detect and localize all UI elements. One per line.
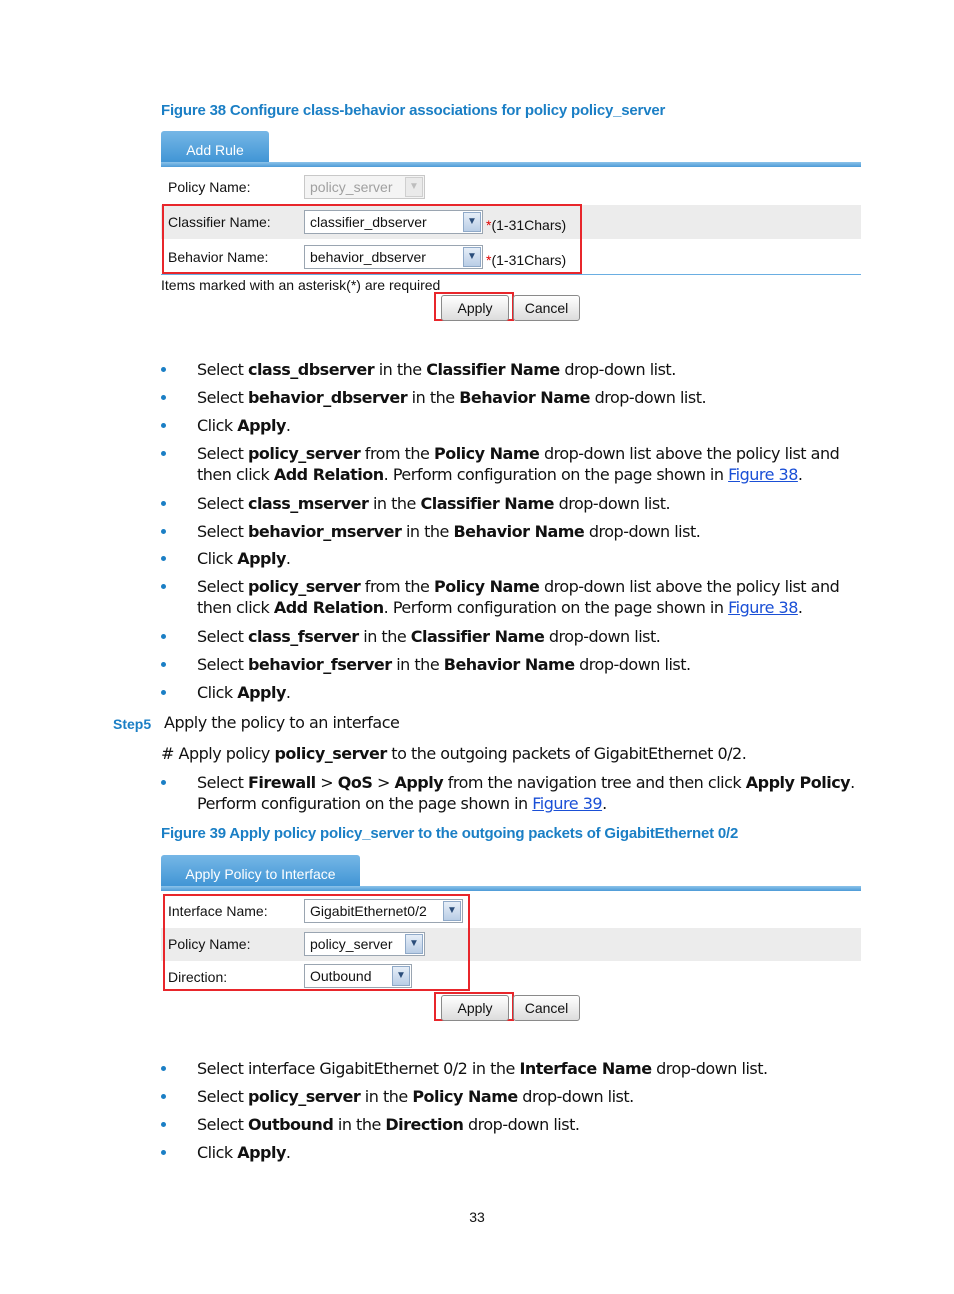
hint-text: (1-31Chars) [491, 252, 567, 268]
step-text: Apply the policy to an interface [164, 713, 400, 732]
bullet-dot [161, 1094, 166, 1099]
policy-name-row [161, 171, 861, 205]
tab-add-rule[interactable]: Add Rule [161, 131, 269, 166]
direction-label: Direction: [168, 969, 228, 985]
list-item-text: Select interface GigabitEthernet 0/2 in the Interface Name drop-down list. [197, 1059, 768, 1078]
apply-button[interactable]: Apply [441, 295, 509, 321]
list-item-text: Select class_dbserver in the Classifier Name drop-down list. [197, 360, 676, 379]
policy-name-label: Policy Name: [168, 179, 251, 195]
tab-apply-policy-to-interface[interactable]: Apply Policy to Interface [161, 855, 360, 890]
highlight-box [163, 894, 470, 991]
policy-name-label: Policy Name: [168, 936, 251, 952]
caption-text: Figure 38 Configure class-behavior associations for policy [161, 102, 571, 119]
bullet-dot [161, 634, 166, 639]
list-item-text: Select policy_server in the Policy Name drop-down list. [197, 1087, 634, 1106]
chevron-down-icon[interactable]: ▼ [443, 901, 461, 921]
figure-39-link[interactable]: Figure 39 [532, 794, 603, 813]
list-item-text: Select class_mserver in the Classifier Name drop-down list. [197, 494, 671, 513]
interface-name-label: Interface Name: [168, 903, 268, 919]
caption-suffix: to the outgoing packets of GigabitEthernet 0/2 [414, 825, 739, 842]
list-item-text: Select behavior_mserver in the Behavior Name drop-down list. [197, 522, 701, 541]
list-item-text: Click Apply. [197, 549, 291, 568]
list-item-text: Select Outbound in the Direction drop-down list. [197, 1115, 580, 1134]
direction-value: Outbound [310, 968, 372, 984]
chevron-down-icon[interactable]: ▼ [463, 247, 481, 267]
figure-38-link[interactable]: Figure 38 [728, 598, 798, 617]
apply-button[interactable]: Apply [441, 995, 509, 1021]
hash-comment: # Apply policy policy_server to the outgoing packets of GigabitEthernet 0/2. [161, 744, 747, 763]
bullet-dot [161, 690, 166, 695]
chevron-down-icon: ▼ [405, 177, 423, 197]
list-item-text: Click Apply. [197, 1143, 291, 1162]
hint-text: (1-31Chars) [491, 217, 567, 233]
bullet-dot [161, 423, 166, 428]
caption-bold: policy_server [570, 102, 666, 119]
list-item-text: Select behavior_fserver in the Behavior Name drop-down list. [197, 655, 691, 674]
required-note: Items marked with an asterisk(*) are required [161, 277, 441, 293]
cancel-button[interactable]: Cancel [513, 995, 580, 1021]
chevron-down-icon[interactable]: ▼ [463, 212, 481, 232]
list-item-text: Select policy_server from the Policy Name drop-down list above the policy list and then click Add Relation. Perform configuration on the page shown in Figure 38. [197, 444, 840, 484]
list-item-text: Select policy_server from the Policy Name drop-down list above the policy list and then click Add Relation. Perform configuration on the page shown in Figure 38. [197, 577, 840, 617]
chevron-down-icon[interactable]: ▼ [405, 934, 423, 954]
figure-38-link[interactable]: Figure 38 [728, 465, 798, 484]
figure-39-caption [161, 825, 738, 842]
behavior-name-value: behavior_dbserver [310, 249, 426, 265]
caption-text: Figure 39 Apply policy [161, 825, 321, 842]
bullet-dot [161, 1066, 166, 1071]
page-number: 33 [469, 1209, 485, 1225]
required-asterisk: * [486, 252, 492, 268]
bullet-dot [161, 556, 166, 561]
bullet-dot [161, 662, 166, 667]
tab-underline [161, 162, 861, 167]
policy-name-select [304, 175, 425, 199]
list-item-text: Select behavior_dbserver in the Behavior Name drop-down list. [197, 388, 707, 407]
figure-38-caption [161, 102, 665, 119]
required-asterisk: * [486, 217, 492, 233]
bullet-dot [161, 395, 166, 400]
step-label: Step5 [113, 716, 152, 732]
tab-underline [161, 886, 861, 891]
caption-bold: policy_server [320, 825, 415, 842]
list-item-text: Select class_fserver in the Classifier Name drop-down list. [197, 627, 661, 646]
divider [161, 274, 861, 275]
classifier-name-label: Classifier Name: [168, 214, 271, 230]
apply-policy-panel [161, 855, 861, 1025]
bullet-dot [161, 451, 166, 456]
bullet-dot [161, 501, 166, 506]
highlight-box [162, 204, 582, 274]
bullet-dot [161, 529, 166, 534]
chevron-down-icon[interactable]: ▼ [392, 966, 410, 986]
classifier-name-value: classifier_dbserver [310, 214, 427, 230]
bullet-dot [161, 1150, 166, 1155]
interface-name-value: GigabitEthernet0/2 [310, 903, 427, 919]
add-rule-panel [161, 131, 861, 326]
list-item-text: Click Apply. [197, 683, 291, 702]
bullet-dot [161, 584, 166, 589]
list-item-text: Click Apply. [197, 416, 291, 435]
bullet-dot [161, 1122, 166, 1127]
cancel-button[interactable]: Cancel [513, 295, 580, 321]
bullet-dot [161, 367, 166, 372]
behavior-name-label: Behavior Name: [168, 249, 269, 265]
list-item-text: Select Firewall > QoS > Apply from the navigation tree and then click Apply Policy. Perform configuration on the page shown in Figure 39. [197, 773, 855, 813]
bullet-dot [161, 780, 166, 785]
policy-name-value: policy_server [310, 179, 393, 195]
policy-name-value: policy_server [310, 936, 393, 952]
